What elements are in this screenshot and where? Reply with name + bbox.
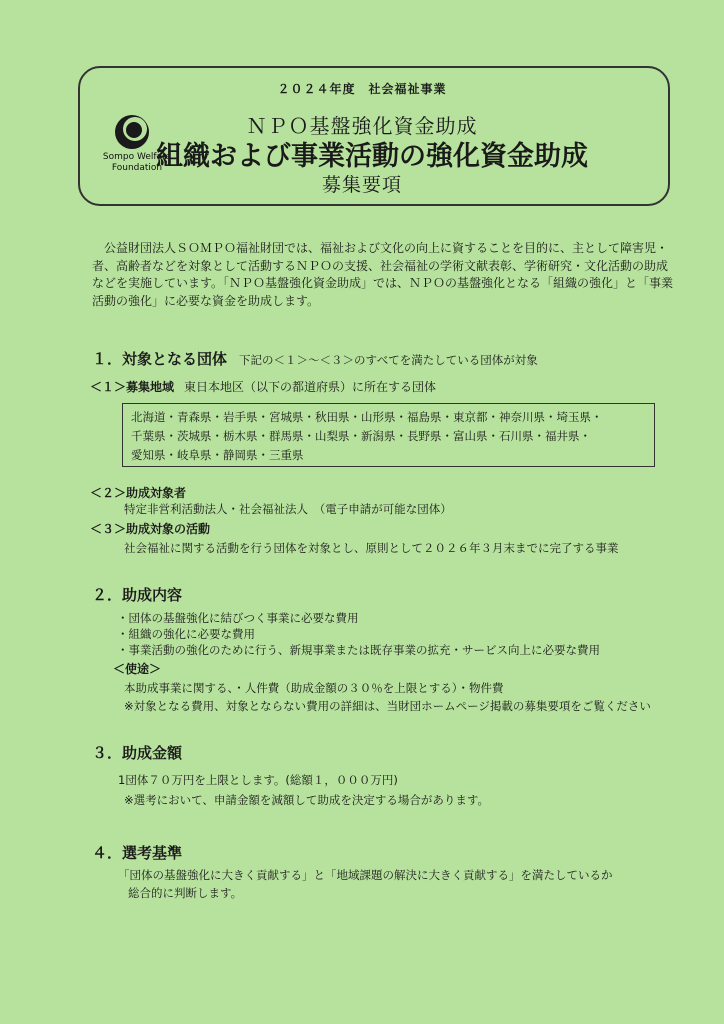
list-item: ・組織の強化に必要な費用 (117, 627, 255, 641)
area-label: ＜１＞募集地域 (90, 380, 175, 394)
activity-label: ＜３＞助成対象の活動 (90, 522, 211, 536)
use-value: 本助成事業に関する、・人件費（助成金額の３０％を上限とする）・物件費 (124, 681, 504, 695)
intro-text: 公益財団法人ＳＯＭＰＯ福祉財団では、福祉および文化の向上に資することを目的に、主として障害児・者、高齢者などを対象として活動するＮＰＯの支援、社会福祉の学術文献表彰、学術研究・文化活動の助成などを実施しています。「ＮＰＯ基盤強化資金助成」では、ＮＰＯの基盤強化となる「組織の強化」と「事業活動の強化」に必要な資金を助成します。 (92, 241, 674, 308)
logo-line-1: Sompo Welfare (102, 152, 172, 162)
use-label: ＜使途＞ (113, 662, 162, 676)
content-bullets (117, 610, 600, 658)
criteria-line-2: 総合的に判断します。 (128, 886, 243, 900)
prefecture-line: 千葉県・茨城県・栃木県・群馬県・山梨県・新潟県・長野県・富山県・石川県・福井県・ (131, 429, 591, 443)
section-1-title: １．対象となる団体 (92, 350, 228, 368)
amount-line: 1団体７０万円を上限とします。(総額１，０００万円) (118, 773, 398, 787)
section-4-heading: ４．選考基準 (92, 844, 183, 862)
activity-value: 社会福祉に関する活動を行う団体を対象とし、原則として２０２６年３月末までに完了する事業 (124, 541, 619, 555)
section-3-heading: ３．助成金額 (92, 744, 183, 762)
area-row (90, 378, 436, 395)
list-item: ・事業活動の強化のために行う、新規事業または既存事業の拡充・サービス向上に必要な費用 (117, 643, 600, 657)
amount-note: ※選考において、申請金額を減額して助成を決定する場合があります。 (124, 793, 489, 807)
prefecture-box (122, 403, 655, 467)
year-line: ２０２４年度 社会福祉事業 (277, 82, 447, 96)
list-item: ・団体の基盤強化に結びつく事業に必要な費用 (117, 611, 359, 625)
page-subtitle: 募集要項 (321, 174, 402, 196)
section-1-heading (92, 348, 538, 369)
prefecture-line: 北海道・青森県・岩手県・宮城県・秋田県・山形県・福島県・東京都・神奈川県・埼玉県・ (131, 410, 603, 424)
page-title: 組織および事業活動の強化資金助成 (156, 141, 588, 172)
use-note: ※対象となる費用、対象とならない費用の詳細は、当財団ホームページ掲載の募集要項をご覧ください (124, 699, 651, 713)
section-2-heading: ２．助成内容 (92, 586, 183, 604)
program-name: ＮＰＯ基盤強化資金助成 (246, 114, 478, 138)
area-value: 東日本地区（以下の都道府県）に所在する団体 (184, 380, 437, 394)
logo-line-2: Foundation (111, 163, 163, 173)
criteria-line: 「団体の基盤強化に大きく貢献する」と「地域課題の解決に大きく貢献する」を満たしているか (118, 868, 613, 882)
intro-paragraph (92, 240, 674, 310)
target-value: 特定非営利活動法人・社会福祉法人 （電子申請が可能な団体） (124, 502, 452, 516)
target-label: ＜２＞助成対象者 (90, 486, 187, 500)
section-1-note: 下記の＜１＞～＜３＞のすべてを満たしている団体が対象 (239, 353, 538, 367)
prefecture-line: 愛知県・岐阜県・静岡県・三重県 (131, 448, 304, 462)
